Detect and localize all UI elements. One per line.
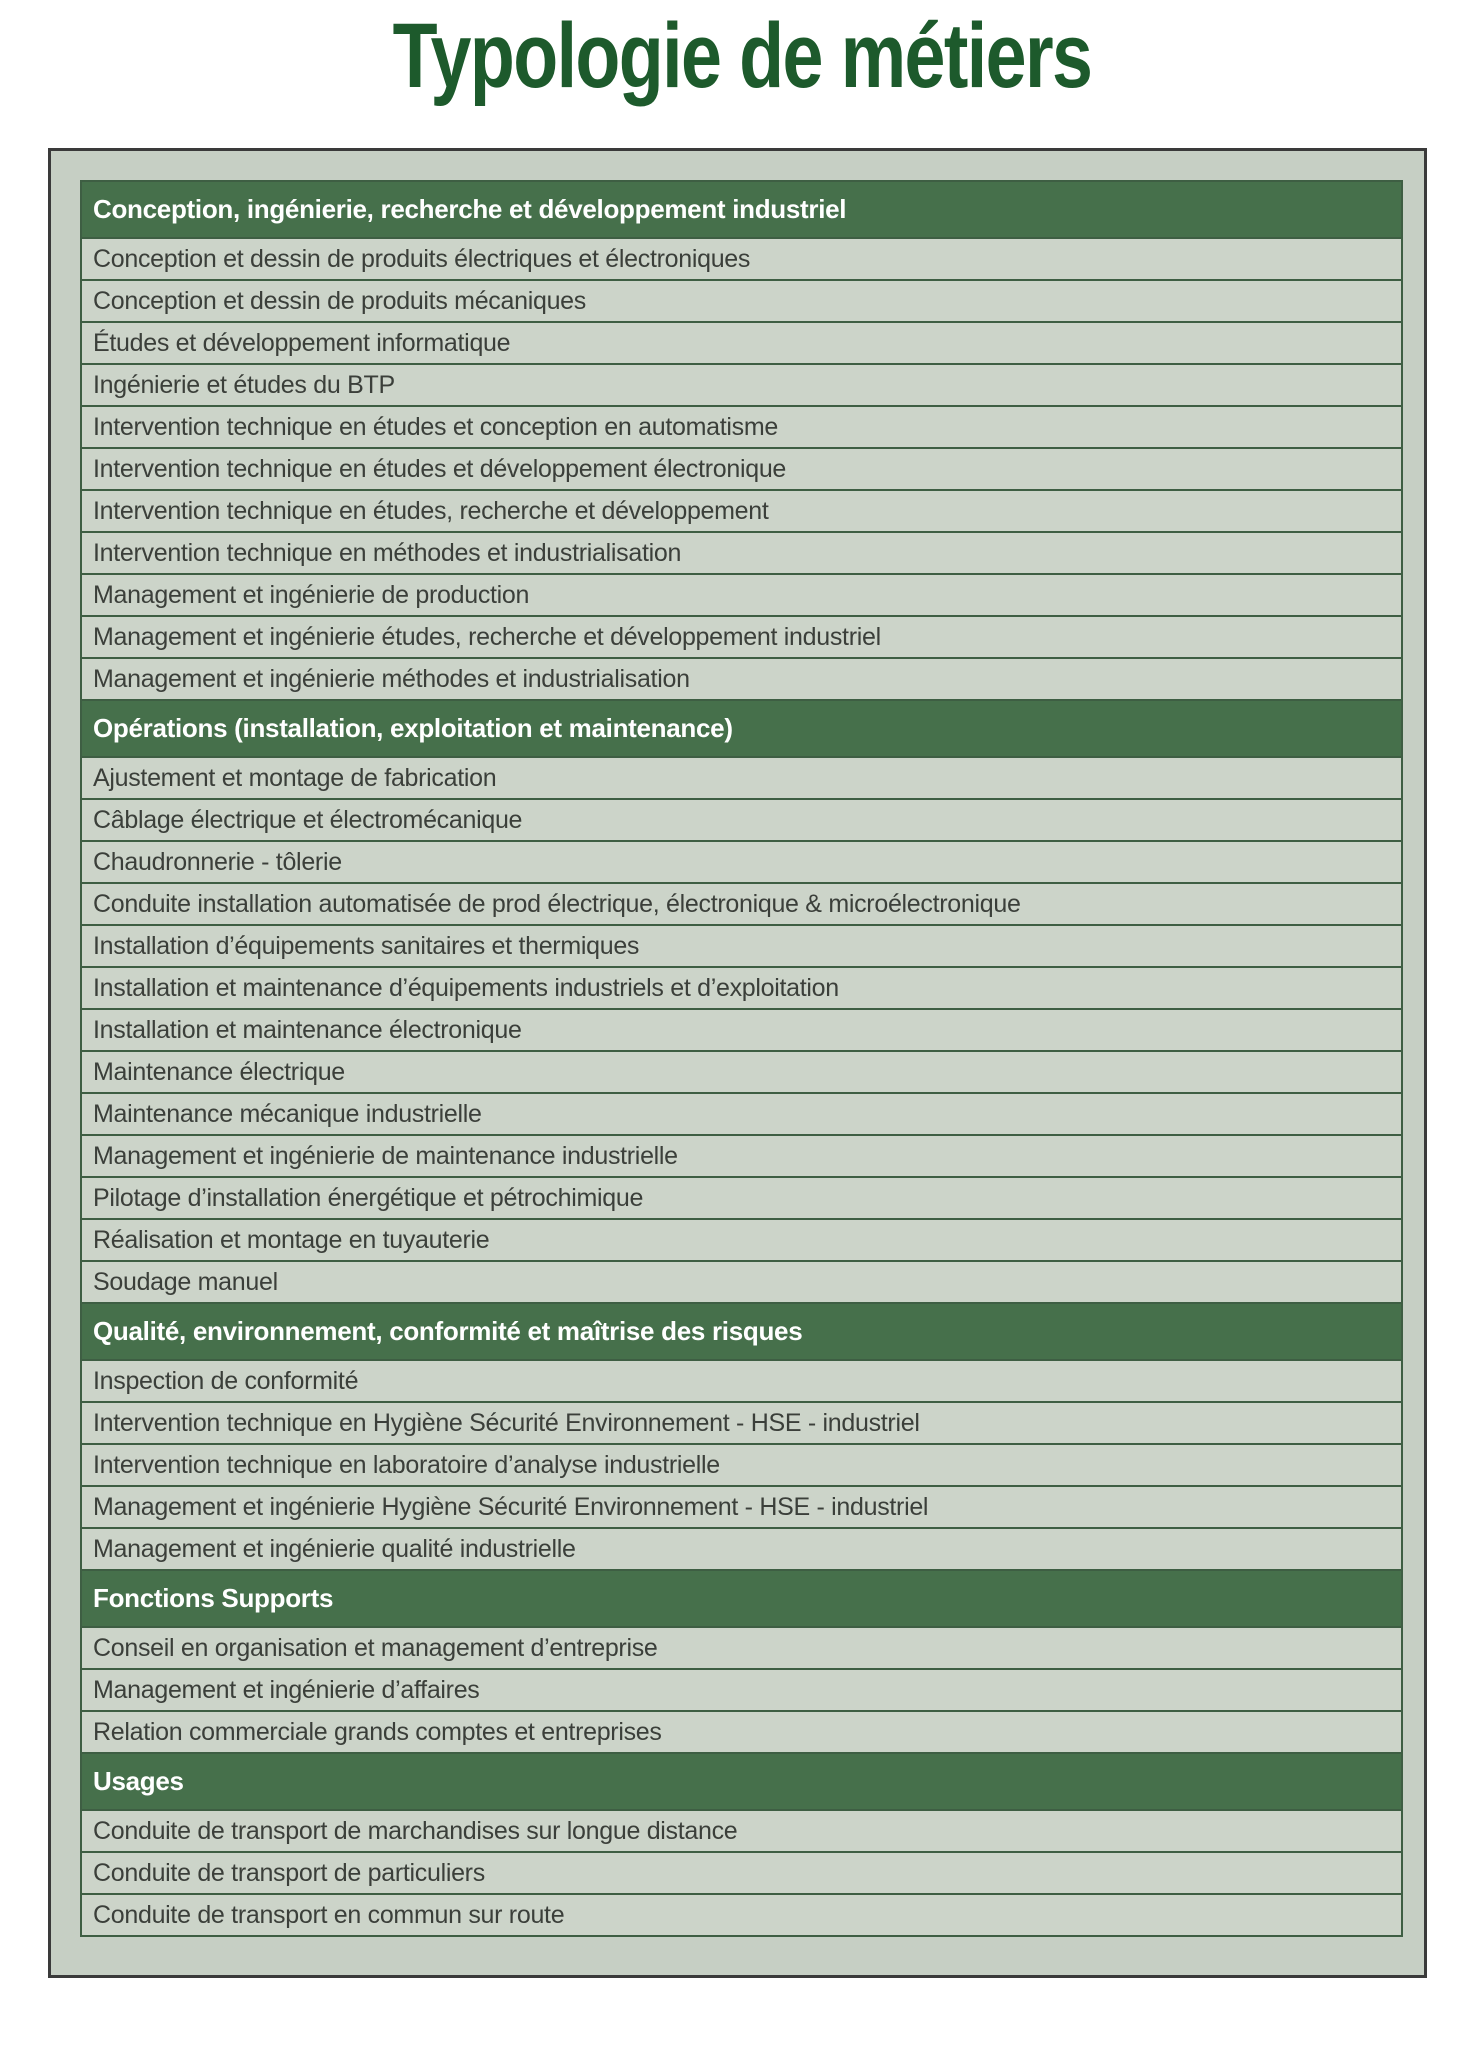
table-row: [82, 281, 1401, 323]
table-row: [82, 758, 1401, 800]
table-row: [82, 1262, 1401, 1304]
row-label: Management et ingénierie Hygiène Sécurité Environnement - HSE - industriel: [93, 1492, 929, 1521]
table-row: [82, 1403, 1401, 1445]
table-row: [82, 968, 1401, 1010]
row-label: Intervention technique en études et conception en automatisme: [93, 412, 778, 441]
table-row: [82, 1220, 1401, 1262]
typology-panel: [48, 148, 1427, 1978]
table-row: [82, 323, 1401, 365]
table-row: [82, 365, 1401, 407]
row-label: Maintenance mécanique industrielle: [93, 1099, 482, 1128]
table-row: [82, 1052, 1401, 1094]
section-header-label: Opérations (installation, exploitation et maintenance): [93, 713, 733, 743]
row-label: Études et développement informatique: [93, 328, 511, 357]
section-header-label: Qualité, environnement, conformité et maîtrise des risques: [93, 1316, 803, 1346]
table-row: [82, 239, 1401, 281]
row-label: Management et ingénierie qualité industrielle: [93, 1534, 576, 1563]
row-label: Intervention technique en études et développement électronique: [93, 454, 787, 483]
row-label: Conduite de transport de marchandises sur longue distance: [93, 1816, 738, 1845]
section-header: [82, 182, 1401, 239]
table-row: [82, 617, 1401, 659]
table-row: [82, 575, 1401, 617]
table-row: [82, 407, 1401, 449]
row-label: Ingénierie et études du BTP: [93, 370, 395, 399]
row-label: Intervention technique en méthodes et industrialisation: [93, 538, 682, 567]
row-label: Conduite installation automatisée de prod électrique, électronique & microélectronique: [93, 889, 1021, 918]
table-row: [82, 1445, 1401, 1487]
table-row: [82, 1853, 1401, 1895]
row-label: Conception et dessin de produits électriques et électroniques: [93, 244, 751, 273]
section-header: [82, 1571, 1401, 1628]
row-label: Installation et maintenance d’équipements industriels et d’exploitation: [93, 973, 839, 1002]
section-header-label: Usages: [93, 1766, 184, 1796]
row-label: Installation et maintenance électronique: [93, 1015, 522, 1044]
section-header: [82, 701, 1401, 758]
row-label: Conseil en organisation et management d’entreprise: [93, 1633, 658, 1662]
table-row: [82, 926, 1401, 968]
section-header-label: Fonctions Supports: [93, 1583, 334, 1613]
table-row: [82, 533, 1401, 575]
table-row: [82, 491, 1401, 533]
row-label: Management et ingénierie méthodes et industrialisation: [93, 664, 690, 693]
table-row: [82, 800, 1401, 842]
row-label: Intervention technique en laboratoire d’analyse industrielle: [93, 1450, 720, 1479]
row-label: Installation d’équipements sanitaires et thermiques: [93, 931, 640, 960]
row-label: Intervention technique en études, recherche et développement: [93, 496, 769, 525]
table-row: [82, 1628, 1401, 1670]
row-label: Relation commerciale grands comptes et entreprises: [93, 1717, 662, 1746]
table-row: [82, 1811, 1401, 1853]
table-row: [82, 1529, 1401, 1571]
row-label: Management et ingénierie études, recherche et développement industriel: [93, 622, 881, 651]
table-row: [82, 842, 1401, 884]
table-row: [82, 1487, 1401, 1529]
row-label: Management et ingénierie de maintenance industrielle: [93, 1141, 678, 1170]
table-row: [82, 1010, 1401, 1052]
section-header: [82, 1304, 1401, 1361]
table-row: [82, 1670, 1401, 1712]
page-title: Typologie de métiers: [392, 5, 1092, 107]
row-label: Intervention technique en Hygiène Sécurité Environnement - HSE - industriel: [93, 1408, 920, 1437]
row-label: Conduite de transport en commun sur route: [93, 1900, 565, 1929]
row-label: Conduite de transport de particuliers: [93, 1858, 485, 1887]
section-header-label: Conception, ingénierie, recherche et développement industriel: [93, 194, 847, 224]
row-label: Chaudronnerie - tôlerie: [93, 847, 342, 876]
typology-table: [80, 180, 1403, 1937]
table-row: [82, 1178, 1401, 1220]
row-label: Réalisation et montage en tuyauterie: [93, 1225, 490, 1254]
row-label: Management et ingénierie d’affaires: [93, 1675, 480, 1704]
row-label: Inspection de conformité: [93, 1366, 359, 1395]
table-row: [82, 1895, 1401, 1935]
table-row: [82, 1094, 1401, 1136]
row-label: Ajustement et montage de fabrication: [93, 763, 497, 792]
row-label: Soudage manuel: [93, 1267, 278, 1296]
table-row: [82, 1712, 1401, 1754]
table-row: [82, 884, 1401, 926]
section-header: [82, 1754, 1401, 1811]
row-label: Management et ingénierie de production: [93, 580, 530, 609]
row-label: Maintenance électrique: [93, 1057, 345, 1086]
table-row: [82, 1136, 1401, 1178]
table-row: [82, 1361, 1401, 1403]
row-label: Pilotage d’installation énergétique et pétrochimique: [93, 1183, 644, 1212]
row-label: Câblage électrique et électromécanique: [93, 805, 523, 834]
table-row: [82, 659, 1401, 701]
row-label: Conception et dessin de produits mécaniques: [93, 286, 586, 315]
table-row: [82, 449, 1401, 491]
